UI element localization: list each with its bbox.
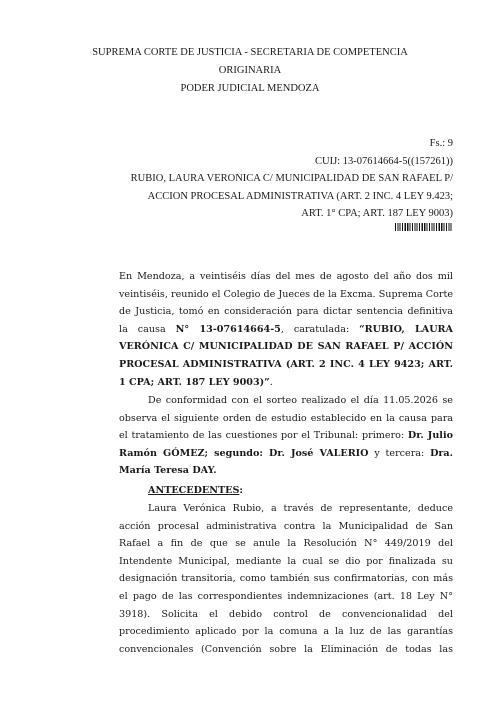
paragraph-antecedentes xyxy=(119,500,453,658)
case-title-line3: ART. 1° CPA; ART. 187 LEY 9003) xyxy=(301,208,453,219)
court-header-line1: SUPREMA CORTE DE JUSTICIA - SECRETARIA DE COMPETENCIA xyxy=(92,47,408,58)
paragraph-intro xyxy=(119,268,453,391)
antecedentes-label: ANTECEDENTES xyxy=(148,485,240,496)
judges-first-second: Dr. Julio Ramón GÓMEZ; segundo: Dr. José VALERIO xyxy=(119,430,453,459)
court-header-line2: ORIGINARIA xyxy=(218,65,282,76)
antecedentes-heading xyxy=(148,482,243,500)
cuij-number: CUIJ: 13-07614664-5((157261)) xyxy=(315,156,453,167)
judge-third: Dra. María Teresa DAY. xyxy=(119,447,453,477)
case-number: N° 13-07614664-5 xyxy=(175,323,281,335)
barcode-icon xyxy=(395,223,453,231)
order-text-1: De conformidad con el sorteo realizado el día 11.05.2026 se observa el siguiente orden de estudio establecido en la causa para el tratamiento de las cuestiones por el Tribunal: primero: xyxy=(119,395,453,442)
folio-number: Fs.: 9 xyxy=(429,138,453,149)
paragraph-order xyxy=(119,392,453,480)
case-caption: “RUBIO, LAURA VERÓNICA C/ MUNICIPALIDAD DE SAN RAFAEL P/ ACCIÓN PROCESAL ADMINISTRATIVA (ART. 2 INC. 4 LEY 9423; ART. 1 CPA; ART. 187 LEY 9003)” xyxy=(119,323,453,388)
antecedentes-colon: : xyxy=(239,485,243,496)
intro-text-3: . xyxy=(269,376,273,388)
intro-text-1: En Mendoza, a veintiséis días del mes de agosto del año dos mil veintiséis, reunido el Colegio de Jueces de la Excma. Suprema Corte de Justicia, tomó en consideración para dictar sentencia definitiva la causa xyxy=(119,271,453,335)
order-text-2: y tercera: xyxy=(368,447,431,459)
case-title-line1: RUBIO, LAURA VERONICA C/ MUNICIPALIDAD DE SAN RAFAEL P/ xyxy=(130,173,453,184)
intro-text-2: , caratulada: xyxy=(280,323,360,335)
court-header-line3: PODER JUDICIAL MENDOZA xyxy=(180,83,320,94)
antecedentes-text: Laura Verónica Rubio, a través de representante, deduce acción procesal administrativa contra la Municipalidad de San Rafael a fin de que se anule la Resolución N° 449/2019 del Intendente Municipal, mediante la cual se dio por finalizada su designación transitoria, como también sus confirmatorias, con más el pago de las correspondientes indemnizaciones (art. 18 Ley N° 3918). Solicita el debido control de convencionalidad del procedimiento aplicado por la comuna a la luz de las garantías convencionales (Convención sobre la Eliminación de todas las xyxy=(119,503,453,655)
case-title-line2: ACCION PROCESAL ADMINISTRATIVA (ART. 2 INC. 4 LEY 9.423; xyxy=(147,191,453,202)
